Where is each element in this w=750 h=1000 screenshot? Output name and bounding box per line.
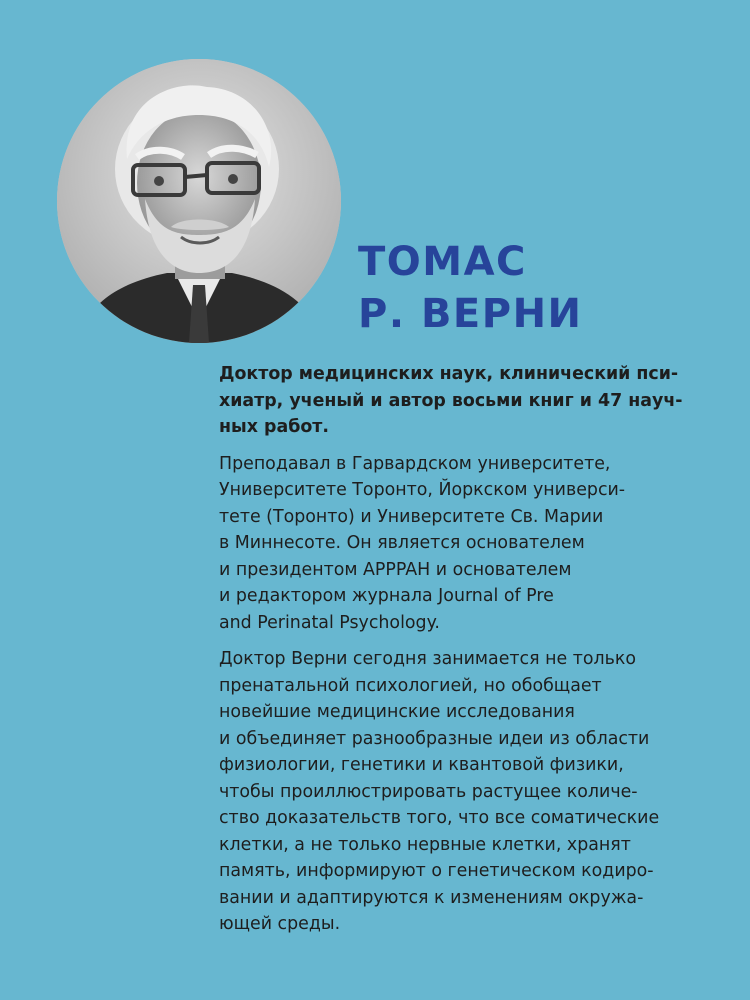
bio-line: пренатальной психологией, но обобщает [219, 675, 602, 696]
author-name-line: ТОМАС [358, 239, 527, 285]
author-portrait [57, 59, 341, 343]
bio-line: Доктор медицинских наук, клинический пси- [219, 364, 679, 384]
bio-line: ющей среды. [219, 914, 341, 934]
bio-line: вании и адаптируются к изменениям окружа- [219, 887, 644, 908]
bio-line: и объединяет разнообразные идеи из области [219, 728, 650, 749]
author-bio [219, 361, 683, 948]
bio-line: and Perinatal Psychology. [219, 612, 440, 633]
bio-line: новейшие медицинские исследования [219, 702, 575, 722]
bio-line: чтобы проиллюстрировать растущее количе- [219, 781, 638, 802]
bio-line: ных работ. [219, 417, 329, 437]
bio-line: Университете Торонто, Йоркском универси- [219, 480, 626, 500]
bio-lead-paragraph [219, 361, 683, 441]
bio-line: физиологии, генетики и квантовой физики, [219, 755, 624, 775]
bio-line: тете (Торонто) и Университете Св. Марии [219, 506, 604, 527]
bio-line: и президентом APPPAH и основателем [219, 559, 572, 580]
bio-line: память, информируют о генетическом кодиро- [219, 861, 654, 881]
bio-line: хиатр, ученый и автор восьми книг и 47 науч- [219, 390, 683, 411]
bio-line: в Миннесоте. Он является основателем [219, 533, 585, 553]
bio-line: Преподавал в Гарвардском университете, [219, 453, 611, 474]
bio-paragraph-1 [219, 451, 679, 637]
bio-line: ство доказательств того, что все соматические [219, 808, 660, 828]
author-name-line: Р. ВЕРНИ [358, 291, 583, 337]
bio-line: и редактором журнала Journal of Pre [219, 586, 554, 606]
bio-line: Доктор Верни сегодня занимается не только [219, 649, 636, 669]
author-name [358, 236, 583, 340]
bio-paragraph-2 [219, 646, 679, 938]
bio-line: клетки, а не только нервные клетки, хранят [219, 834, 631, 855]
